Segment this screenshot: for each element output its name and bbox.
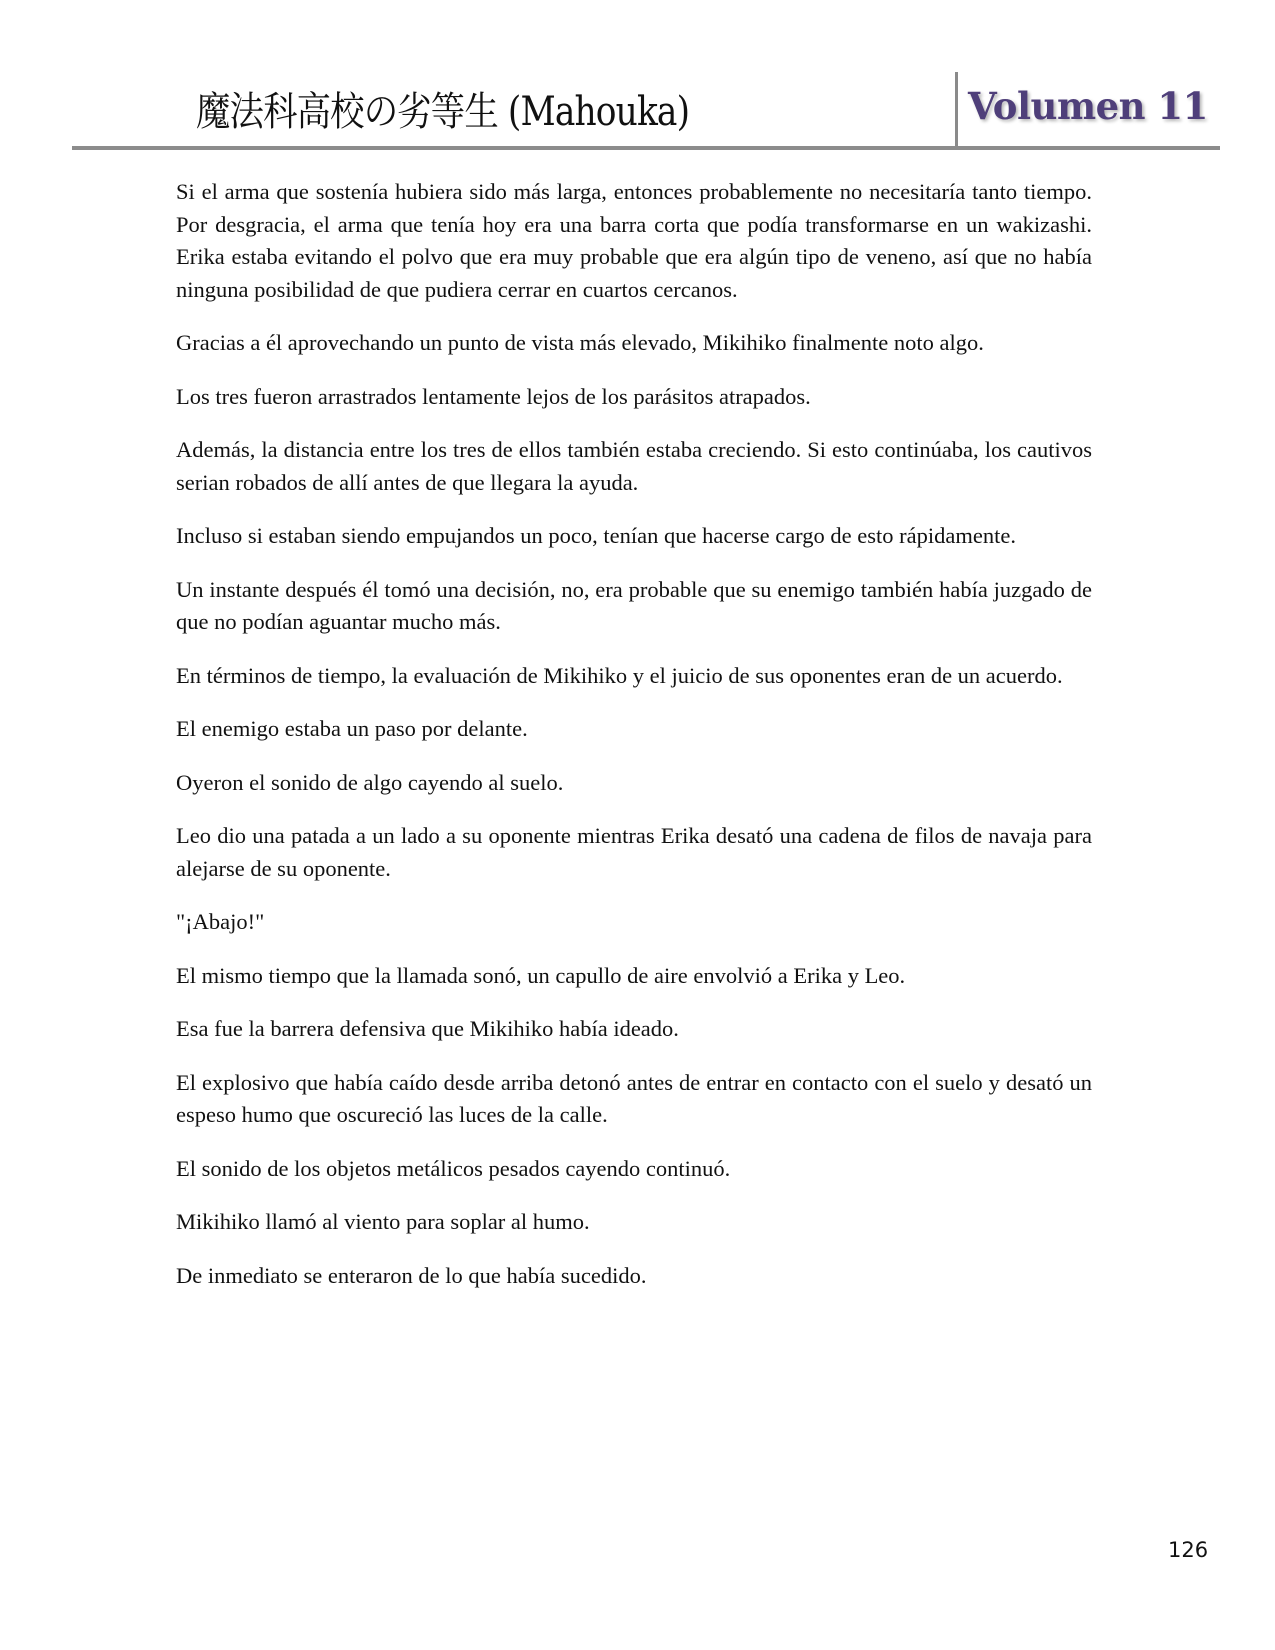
- paragraph: Gracias a él aprovechando un punto de vista más elevado, Mikihiko finalmente noto algo.: [176, 330, 984, 355]
- paragraph: El enemigo estaba un paso por delante.: [176, 716, 528, 741]
- paragraph: De inmediato se enteraron de lo que había sucedido.: [176, 1262, 647, 1288]
- paragraph: El mismo tiempo que la llamada sonó, un capullo de aire envolvió a Erika y Leo.: [176, 962, 906, 988]
- paragraph: El sonido de los objetos metálicos pesados cayendo continuó.: [176, 1155, 731, 1181]
- paragraph: Esa fue la barrera defensiva que Mikihiko había ideado.: [176, 1016, 679, 1041]
- page-number: 126: [1168, 1538, 1209, 1562]
- paragraph: "¡Abajo!": [176, 909, 265, 934]
- paragraph: Un instante después él tomó una decisión, no, era probable que su enemigo también había juzgado de que no podían aguantar mucho más.: [176, 576, 1092, 634]
- header-rule: [72, 146, 1220, 150]
- paragraph: Incluso si estaban siendo empujandos un poco, tenían que hacerse cargo de esto rápidamente.: [176, 523, 1016, 548]
- header-divider: [955, 72, 958, 149]
- paragraph: Oyeron el sonido de algo cayendo al suelo.: [176, 769, 564, 795]
- header-title: 魔法科高校の劣等生 (Mahouka): [196, 89, 690, 135]
- paragraph: Además, la distancia entre los tres de ellos también estaba creciendo. Si esto continúaba, los cautivos serian robados de allí antes de que llegara la ayuda.: [176, 437, 1092, 495]
- paragraph: Mikihiko llamó al viento para soplar al humo.: [176, 1209, 590, 1234]
- paragraph: En términos de tiempo, la evaluación de Mikihiko y el juicio de sus oponentes eran de un acuerdo.: [176, 662, 1063, 688]
- volume-label: Volumen 11: [968, 84, 1208, 128]
- paragraph: Si el arma que sostenía hubiera sido más larga, entonces probablemente no necesitaría tanto tiempo. Por desgracia, el arma que tenía hoy era una barra corta que podía transformarse en un wakizashi. Erika estaba evitando el polvo que era muy probable que era algún tipo de veneno, así que no había ninguna posibilidad de que pudiera cerrar en cuartos cercanos.: [176, 179, 1092, 302]
- paragraph: Leo dio una patada a un lado a su oponente mientras Erika desató una cadena de filos de navaja para alejarse de su oponente.: [176, 823, 1092, 881]
- body-text: [176, 176, 1092, 1313]
- paragraph: El explosivo que había caído desde arriba detonó antes de entrar en contacto con el suelo y desató un espeso humo que oscureció las luces de la calle.: [176, 1069, 1092, 1127]
- paragraph: Los tres fueron arrastrados lentamente lejos de los parásitos atrapados.: [176, 383, 811, 409]
